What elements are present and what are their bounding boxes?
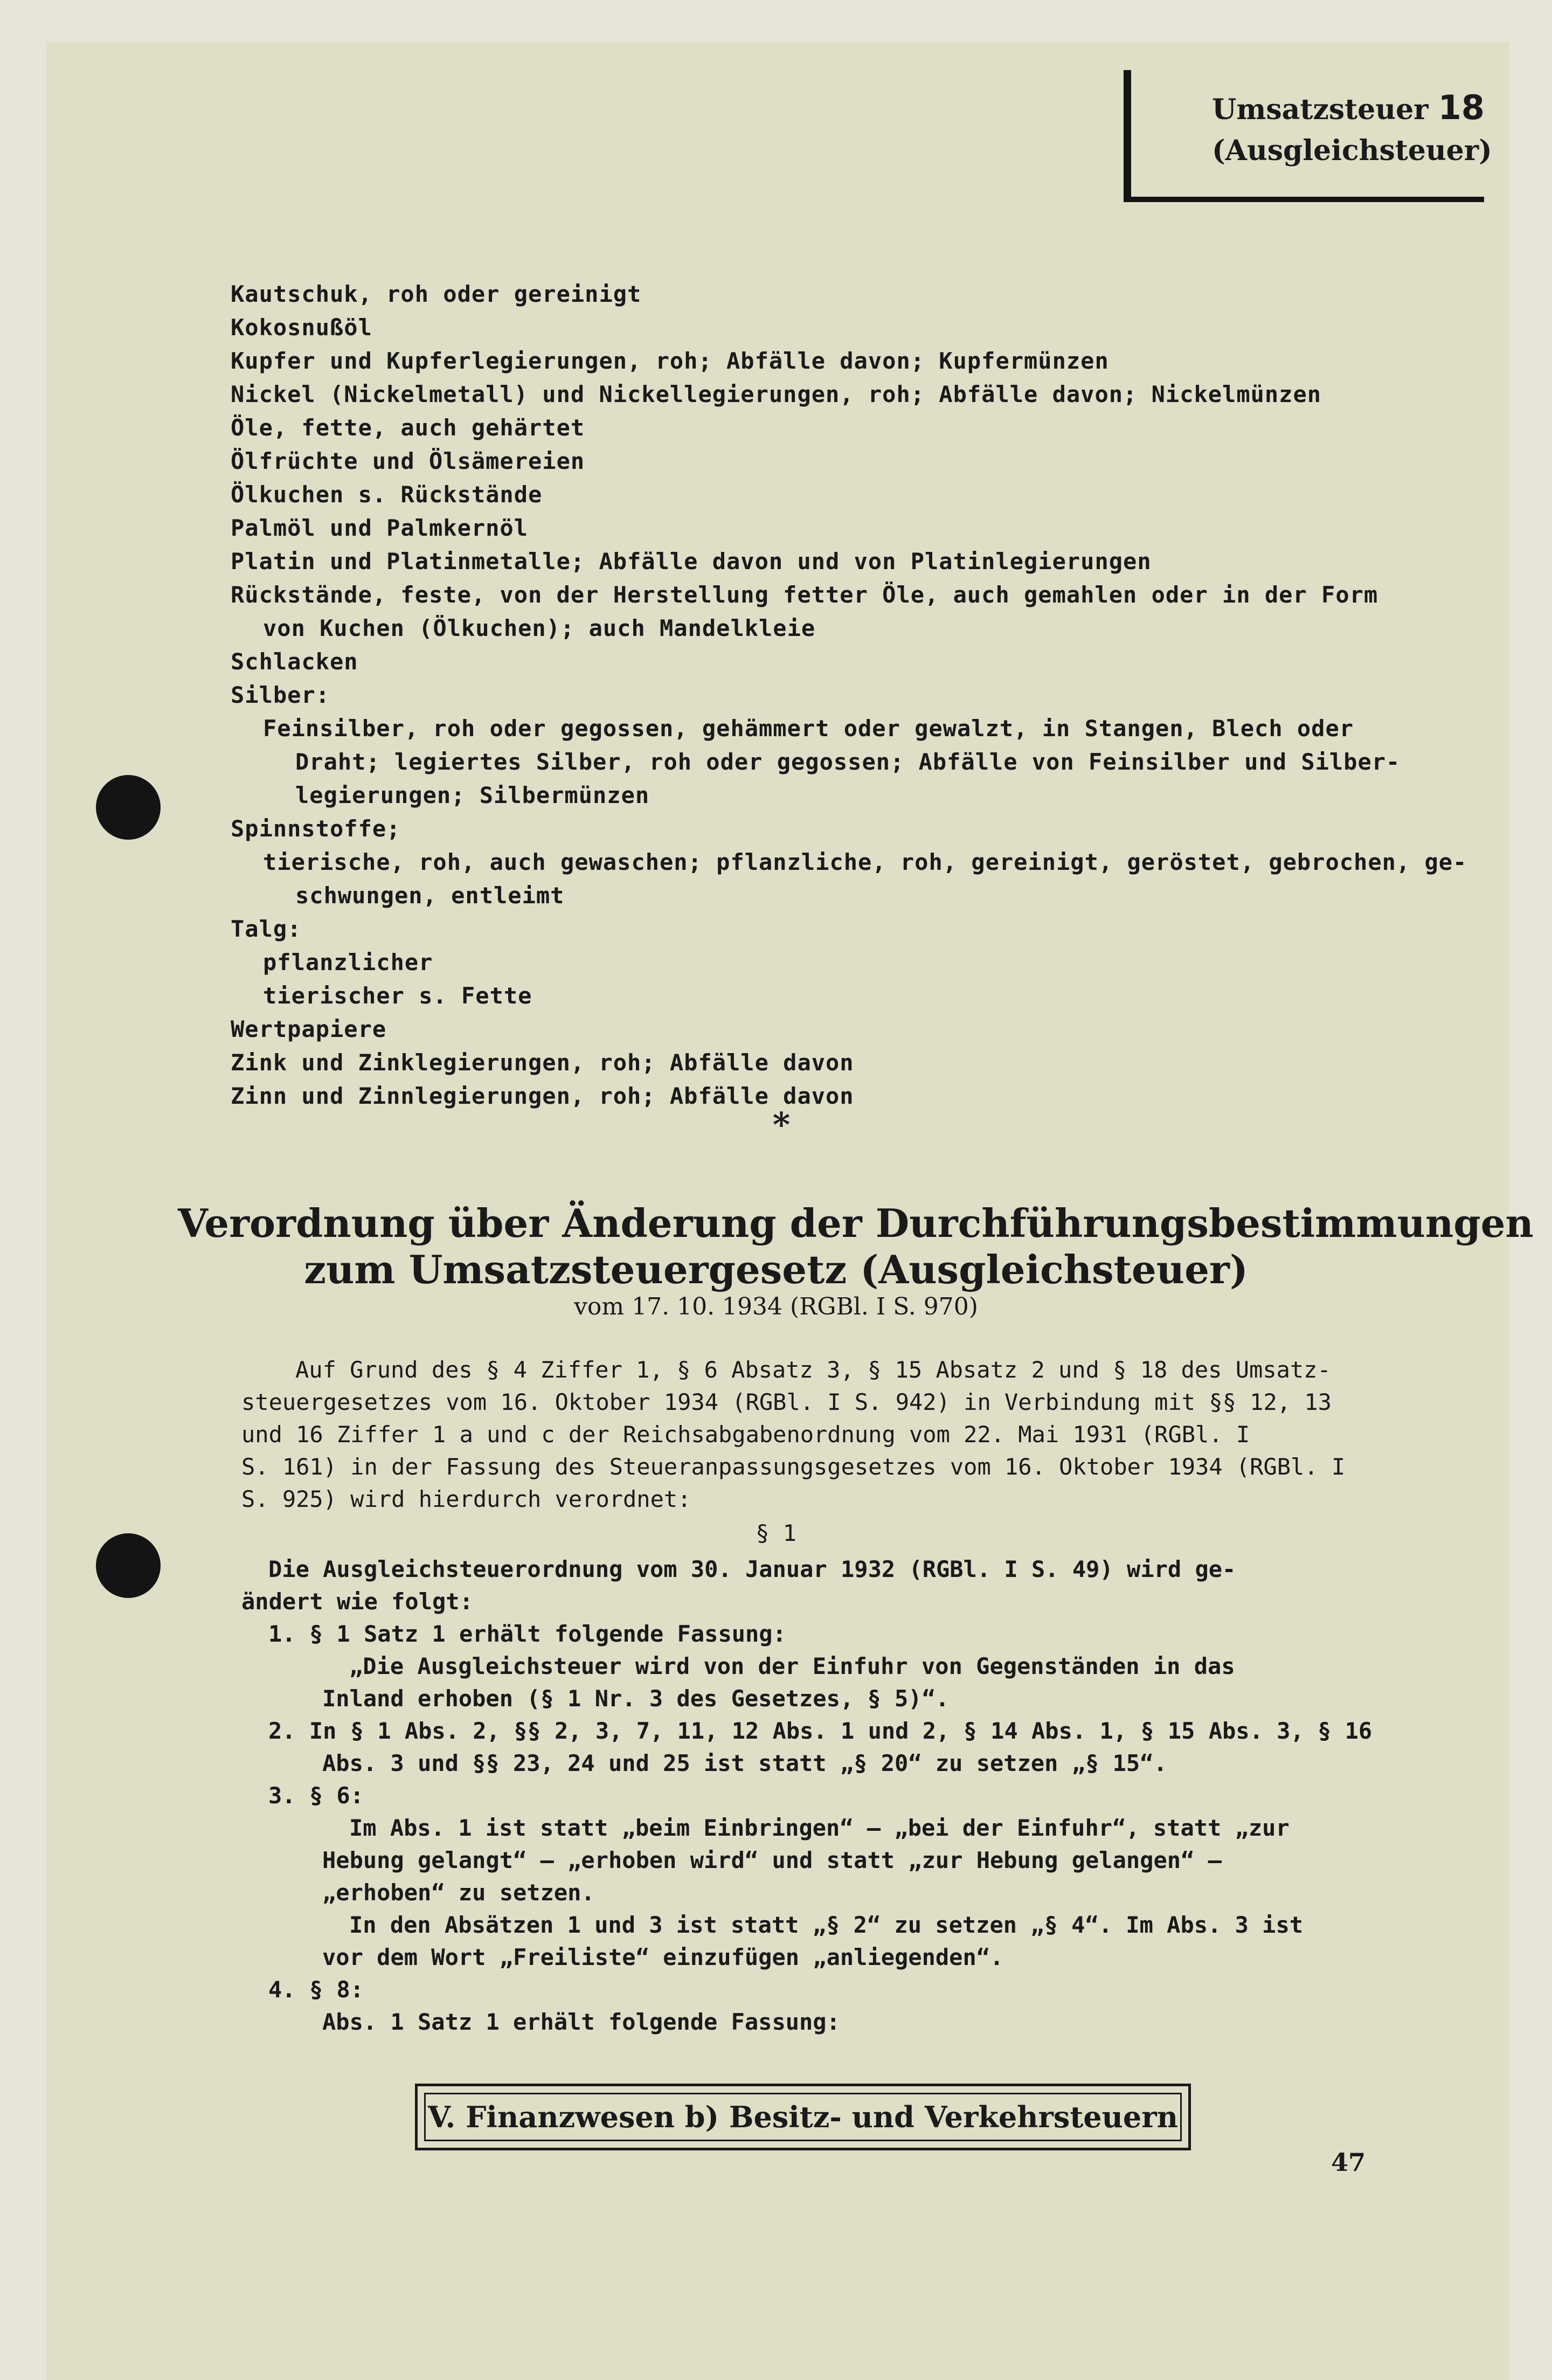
header-subtitle: (Ausgleichsteuer) [1212, 134, 1492, 167]
list-item: tierische, roh, auch gewaschen; pflanzliche, roh, gereinigt, geröstet, gebrochen, ge- [263, 849, 1467, 875]
list-item: Ölkuchen s. Rückstände [231, 481, 543, 508]
list-item: Öle, fette, auch gehärtet [231, 414, 585, 441]
list-item: Feinsilber, roh oder gegossen, gehämmert oder gewalzt, in Stangen, Blech oder [263, 715, 1354, 742]
page-header [1124, 70, 1492, 202]
list-item: von Kuchen (Ölkuchen); auch Mandelkleie [263, 615, 816, 641]
footer-category-box [415, 2084, 1191, 2150]
body-line: „Die Ausgleichsteuer wird von der Einfuhr von Gegenständen in das [349, 1653, 1235, 1679]
list-item: Ölfrüchte und Ölsämereien [231, 448, 585, 474]
body-line: 1. § 1 Satz 1 erhält folgende Fassung: [268, 1621, 786, 1647]
footer-category: V. Finanzwesen b) Besitz- und Verkehrsteuern [424, 2093, 1182, 2141]
body-line: ändert wie folgt: [241, 1588, 473, 1615]
body-line: Hebung gelangt“ — „erhoben wird“ und statt „zur Hebung gelangen“ — [322, 1847, 1222, 1873]
header-title: Umsatzsteuer [1212, 93, 1429, 126]
list-item: Wertpapiere [231, 1016, 387, 1042]
punch-hole-bottom [96, 1533, 161, 1598]
body-line: „erhoben“ zu setzen. [322, 1879, 595, 1906]
list-item: Platin und Platinmetalle; Abfälle davon und von Platinlegierungen [231, 548, 1152, 575]
punch-hole-top [96, 775, 161, 840]
body-line: Abs. 1 Satz 1 erhält folgende Fassung: [322, 2009, 840, 2035]
list-item: legierungen; Silbermünzen [295, 782, 650, 808]
body-line: Im Abs. 1 ist statt „beim Einbringen“ — „bei der Einfuhr“, statt „zur [349, 1815, 1290, 1841]
ordinance-title-line1: Verordnung über Änderung der Durchführungsbestimmungen [178, 1200, 1534, 1246]
intro-line: und 16 Ziffer 1 a und c der Reichsabgabenordnung vom 22. Mai 1931 (RGBl. I [241, 1421, 1250, 1448]
intro-line: steuergesetzes vom 16. Oktober 1934 (RGBl. I S. 942) in Verbindung mit §§ 12, 13 [241, 1389, 1332, 1415]
intro-line: S. 925) wird hierdurch verordnet: [241, 1486, 691, 1512]
intro-line: S. 161) in der Fassung des Steueranpassungsgesetzes vom 16. Oktober 1934 (RGBl. I [241, 1454, 1346, 1480]
section-separator: * [772, 1105, 791, 1144]
header-number: 18 [1438, 88, 1485, 127]
body-line: 3. § 6: [268, 1782, 364, 1809]
list-item: schwungen, entleimt [295, 882, 565, 909]
intro-line: Auf Grund des § 4 Ziffer 1, § 6 Absatz 3, § 15 Absatz 2 und § 18 des Umsatz- [295, 1357, 1331, 1383]
body-line: Abs. 3 und §§ 23, 24 und 25 ist statt „§ 20“ zu setzen „§ 15“. [322, 1750, 1167, 1776]
body-line: 2. In § 1 Abs. 2, §§ 2, 3, 7, 11, 12 Abs. 1 und 2, § 14 Abs. 1, § 15 Abs. 3, § 16 [268, 1718, 1373, 1744]
page-number: 47 [1331, 2148, 1366, 2177]
body-line: In den Absätzen 1 und 3 ist statt „§ 2“ zu setzen „§ 4“. Im Abs. 3 ist [349, 1912, 1304, 1938]
body-line: Inland erhoben (§ 1 Nr. 3 des Gesetzes, § 5)“. [322, 1685, 950, 1712]
list-item: pflanzlicher [263, 949, 433, 975]
list-item: Kupfer und Kupferlegierungen, roh; Abfälle davon; Kupfermünzen [231, 348, 1109, 374]
list-item: tierischer s. Fette [263, 983, 532, 1009]
list-item: Kautschuk, roh oder gereinigt [231, 281, 642, 307]
body-line: vor dem Wort „Freiliste“ einzufügen „anliegenden“. [322, 1944, 1004, 1970]
ordinance-body [241, 1553, 1373, 2038]
list-item: Spinnstoffe; [231, 815, 401, 842]
list-item: Palmöl und Palmkernöl [231, 515, 529, 541]
list-item: Zink und Zinklegierungen, roh; Abfälle davon [231, 1049, 854, 1076]
list-item: Rückstände, feste, von der Herstellung fetter Öle, auch gemahlen oder in der Form [231, 582, 1378, 608]
list-item: Draht; legiertes Silber, roh oder gegossen; Abfälle von Feinsilber und Silber- [295, 749, 1401, 775]
list-item: Silber: [231, 682, 330, 708]
list-item: Kokosnußöl [231, 314, 372, 341]
commodity-list [231, 278, 1467, 1113]
ordinance-intro [241, 1354, 1362, 1516]
ordinance-title-line2: zum Umsatzsteuergesetz (Ausgleichsteuer) [304, 1247, 1248, 1292]
body-line: 4. § 8: [268, 1976, 364, 2003]
list-item: Nickel (Nickelmetall) und Nickellegierungen, roh; Abfälle davon; Nickelmünzen [231, 381, 1322, 407]
ordinance-date: vom 17. 10. 1934 (RGBl. I S. 970) [574, 1293, 978, 1320]
list-item: Schlacken [231, 648, 358, 675]
body-line: Die Ausgleichsteuerordnung vom 30. Januar 1932 (RGBl. I S. 49) wird ge- [268, 1556, 1236, 1582]
section-heading: § 1 [756, 1520, 796, 1546]
list-item: Talg: [231, 916, 302, 942]
list-item: Zinn und Zinnlegierungen, roh; Abfälle davon [231, 1083, 854, 1109]
